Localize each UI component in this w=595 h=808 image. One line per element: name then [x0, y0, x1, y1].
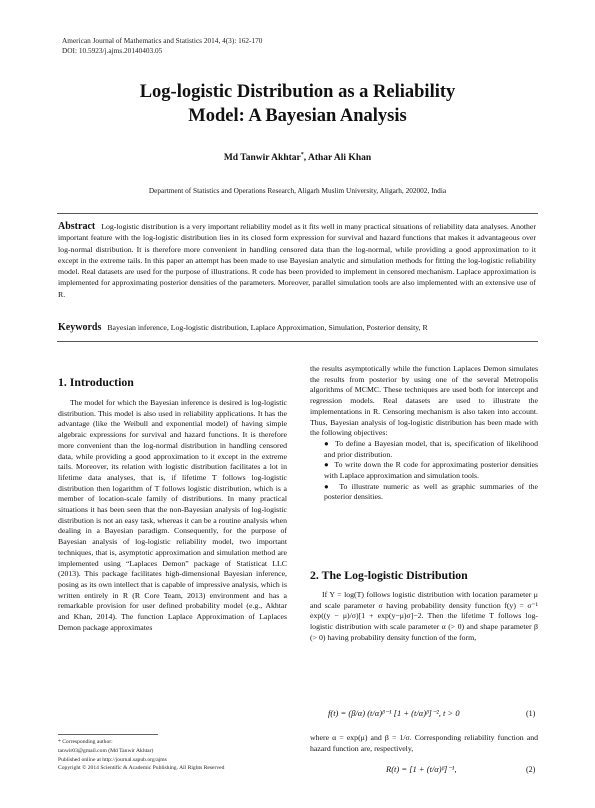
author-list: [0, 152, 595, 163]
introduction-body: [58, 398, 287, 633]
footnote-line: tanwir03@gmail.com (Md Tanwir Akhtar): [58, 747, 154, 754]
objective-item: ● To write down the R code for approximating posterior densities with Laplace approximation and simulation tools.: [324, 460, 539, 481]
objective-item: ● To illustrate numeric as well as graphic summaries of the posterior densities.: [324, 481, 538, 502]
keywords: [58, 322, 536, 333]
objective-text: To illustrate numeric as well as graphic summaries of the posterior densities.: [324, 481, 538, 502]
equation-2: R(t) = [1 + (t/α)ᵝ]⁻¹,: [386, 764, 457, 774]
objective-text: To write down the R code for approximating posterior densities with Laplace approximation and simulation tools.: [324, 460, 539, 481]
footnote: [58, 738, 224, 773]
section-2-body-continued: [310, 733, 538, 754]
footnote-line: Published online at http://journal.sapub.org/ajms: [58, 756, 167, 763]
author-1: Md Tanwir Akhtar: [223, 153, 301, 164]
running-header: [62, 36, 262, 55]
title-line-2: Model: A Bayesian Analysis: [188, 106, 407, 126]
author-2: Athar Ali Khan: [307, 153, 372, 164]
journal-citation: American Journal of Mathematics and Statistics 2014, 4(3): 162-170: [62, 36, 263, 45]
right-column-paragraph: the results asymptotically while the function Laplaces Demon simulates the results from posterior by using one of the several Metropolis algorithms of MCMC. These techniques are used both for intercept and regression models. Real datasets are used to illustrate the implementations in R. Censoring mechanism is also taken into account. Thus, Bayesian analysis of log-logistic distribution has been made with the following objectives:: [310, 364, 538, 438]
doi: DOI: 10.5923/j.ajms.20140403.05: [62, 45, 163, 55]
bottom-rule: [57, 341, 538, 342]
section-2-paragraph: If Y = log(T) follows logistic distribution with location parameter μ and scale parameter σ having probability density function f(y) = σ⁻¹ exp((y − μ)/σ)[1 + exp(y−μ)σ]−2. Then the lifetime T follows log-logistic distribution with scale parameter α (> 0) and shape parameter β (> 0) having probability density function of the form,: [310, 590, 538, 642]
title-line-1: Log-logistic Distribution as a Reliability: [139, 82, 456, 102]
footnote-rule: [58, 734, 158, 735]
objective-item: ● To define a Bayesian model, that is, specification of likelihood and prior distribution.: [324, 438, 538, 459]
equation-2-number: (2): [526, 765, 536, 774]
section-2-body: [310, 590, 538, 644]
equation-1: f(t) = (β/α) (t/α)ᵝ⁻¹ [1 + (t/α)ᵝ]⁻², t > 0: [328, 708, 460, 718]
section-1-heading: 1. Introduction: [58, 375, 134, 389]
section-2-paragraph-2: where α = exp(μ) and β = 1/σ. Corresponding reliability function and hazard function are, respectively,: [310, 733, 538, 753]
author-separator: ,: [303, 153, 308, 164]
keywords-text: Bayesian inference, Log-logistic distribution, Laplace Approximation, Simulation, Posterior density, R: [107, 323, 428, 332]
abstract: [58, 221, 536, 300]
footnote-line: Copyright © 2014 Scientific & Academic Publishing. All Rights Reserved: [58, 765, 225, 772]
abstract-text: Log-logistic distribution is a very important reliability model as it fits well in many practical situations of reliability data analyses. Another important feature with the log-logistic distribution lies in its closed form expression for survival and hazard functions that makes it advantageous over log-normal distribution. It is therefore more convenient in handling censored data than the log-normal, while providing a good approximation to it except in the extreme tails. In this paper an attempt has been made to use Bayesian analytic and simulation methods for fitting the log-logistic reliability model. Real datasets are used for the purpose of illustrations. R code has been provided to implement in censored mechanism. Laplace approximation is implemented for approximating posterior densities of the parameters. Moreover, parallel simulation tools are also implemented with an extensive use of R.: [58, 222, 536, 299]
introduction-paragraph: The model for which the Bayesian inference is desired is log-logistic distribution. This model is also used in reliability applications. It has the advantage (like the Weibull and exponential model) of having simple algebraic expressions for survival and hazard functions. It is therefore more convenient than the log-normal distribution in handling censored data, while providing a good approximation to it except in the extreme tails. Moreover, its relation with logistic distribution facilitates a lot in lifetime data analyses, that is, if lifetime T follows log-logistic distribution then logarithm of T follows logistic distribution, which is a member of location-scale family of distributions. In many practical situations it has been seen that the non-Bayesian analysis of log-logistic distribution is not an easy task, whereas it can be a routine analysis when dealing in a Bayesian paradigm. Consequently, for the purpose of Bayesian analysis of log-logistic reliability model, two important techniques, that is, asymptotic approximation and simulation method are implemented using “Laplaces Demon” package of Statisticat LLC (2013). This package facilitates high-dimensional Bayesian inference, posing as its own intellect that is capable of impressive analysis, which is written entirely in R (R Core Team, 2013) environment and has a remarkable provision for user defined probability model (e.g., Akhtar and Khan, 2014). The function Laplace Approximation of Laplaces Demon package approximates: [58, 398, 287, 632]
equation-1-number: (1): [526, 709, 536, 718]
paper-title: [0, 80, 595, 128]
objective-text: To define a Bayesian model, that is, specification of likelihood and prior distribution.: [324, 438, 538, 459]
section-2-heading: 2. The Log-logistic Distribution: [310, 568, 468, 582]
right-column-intro: [310, 364, 538, 503]
keywords-label: Keywords: [58, 322, 102, 333]
footnote-line: * Corresponding author:: [58, 739, 113, 745]
affiliation: Department of Statistics and Operations Research, Aligarh Muslim University, Aligarh, 202002, India: [148, 186, 447, 195]
corresponding-mark: *: [300, 152, 304, 158]
abstract-label: Abstract: [58, 221, 96, 232]
top-rule: [57, 213, 538, 214]
